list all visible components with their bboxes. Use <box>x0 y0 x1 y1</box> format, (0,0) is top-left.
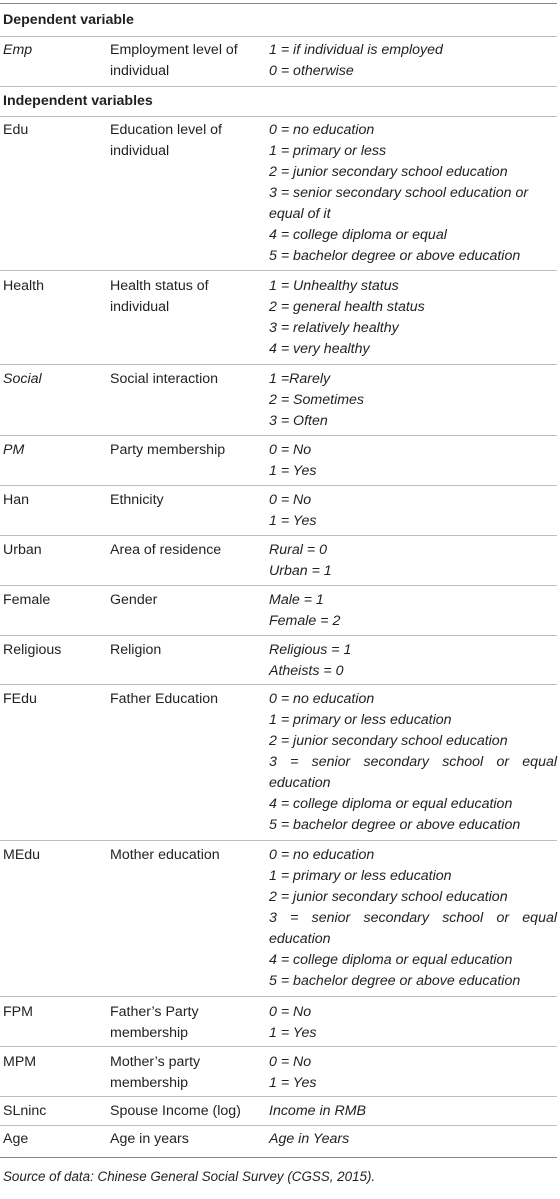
variable-code: Religious <box>3 642 62 658</box>
row-rule <box>0 1046 557 1047</box>
variable-description: Religion <box>110 642 162 658</box>
variable-description: Education level of individual <box>110 122 222 159</box>
variable-values: 0 = No 1 = Yes <box>269 492 317 529</box>
row-rule <box>0 1096 557 1097</box>
variable-code: Social <box>3 371 42 387</box>
row-rule <box>0 435 557 436</box>
variable-values: Male = 1 Female = 2 <box>269 592 341 629</box>
row-rule <box>0 270 557 271</box>
independent-section-title: Independent variables <box>3 93 153 109</box>
variable-description: Health status of individual <box>110 278 209 315</box>
variable-code: Emp <box>3 42 33 58</box>
variable-code: MPM <box>3 1054 37 1070</box>
source-note: Source of data: Chinese General Social Survey (CGSS, 2015). <box>3 1169 376 1184</box>
variable-code: Age <box>3 1131 29 1147</box>
row-rule <box>0 996 557 997</box>
variable-description: Father Education <box>110 691 219 707</box>
top-rule <box>0 3 557 4</box>
variable-description: Employment level of individual <box>110 42 238 79</box>
row-rule <box>0 485 557 486</box>
dependent-section-title: Dependent variable <box>3 12 134 28</box>
variable-values: 0 = no education 1 = primary or less education 2 = junior secondary school education 3 = senior secondary school or equal education 4 = college diploma or equal education 5 = bachelor degree or above education <box>269 691 557 833</box>
variable-description: Father’s Party membership <box>110 1004 199 1041</box>
row-rule <box>0 1125 557 1126</box>
variable-values: 0 = no education 1 = primary or less education 2 = junior secondary school education 3 = senior secondary school or equal education 4 = college diploma or equal education 5 = bachelor degree or above education <box>269 847 557 989</box>
variable-code: Female <box>3 592 51 608</box>
row-rule <box>0 684 557 685</box>
variable-description: Area of residence <box>110 542 222 558</box>
variable-values: Income in RMB <box>269 1103 366 1119</box>
variable-code: Edu <box>3 122 29 138</box>
variable-description: Ethnicity <box>110 492 164 508</box>
row-rule <box>0 535 557 536</box>
variable-code: FEdu <box>3 691 37 707</box>
section-rule <box>0 36 557 37</box>
row-rule <box>0 86 557 87</box>
variable-code: FPM <box>3 1004 33 1020</box>
variable-description: Gender <box>110 592 158 608</box>
variable-code: Health <box>3 278 45 294</box>
bottom-rule <box>0 1157 557 1158</box>
variable-values: 1 = Unhealthy status 2 = general health status 3 = relatively healthy 4 = very healthy <box>269 278 425 357</box>
variable-description: Age in years <box>110 1131 189 1147</box>
row-rule <box>0 585 557 586</box>
variable-values: 1 = if individual is employed 0 = otherwise <box>269 42 443 79</box>
variable-values: Age in Years <box>269 1131 350 1147</box>
variable-values: 0 = No 1 = Yes <box>269 1054 317 1091</box>
variable-code: SLninc <box>3 1103 47 1119</box>
variable-values: 1 =Rarely 2 = Sometimes 3 = Often <box>269 371 365 429</box>
variable-code: Han <box>3 492 30 508</box>
variable-code: Urban <box>3 542 42 558</box>
variable-description: Mother education <box>110 847 220 863</box>
variable-values: Religious = 1 Atheists = 0 <box>269 642 352 679</box>
section-rule <box>0 116 557 117</box>
variable-description: Spouse Income (log) <box>110 1103 241 1119</box>
row-rule <box>0 840 557 841</box>
row-rule <box>0 635 557 636</box>
variable-description: Party membership <box>110 442 226 458</box>
variable-description: Social interaction <box>110 371 219 387</box>
row-rule <box>0 364 557 365</box>
variable-values: Rural = 0 Urban = 1 <box>269 542 332 579</box>
variable-description: Mother’s party membership <box>110 1054 201 1091</box>
variable-code: MEdu <box>3 847 41 863</box>
variable-values: 0 = No 1 = Yes <box>269 1004 317 1041</box>
variable-values: 0 = No 1 = Yes <box>269 442 317 479</box>
variable-values: 0 = no education 1 = primary or less 2 = junior secondary school education 3 = senior secondary school education or equal of it 4 = college diploma or equal 5 = bachelor degree or above education <box>269 122 529 264</box>
variable-code: PM <box>3 442 25 458</box>
